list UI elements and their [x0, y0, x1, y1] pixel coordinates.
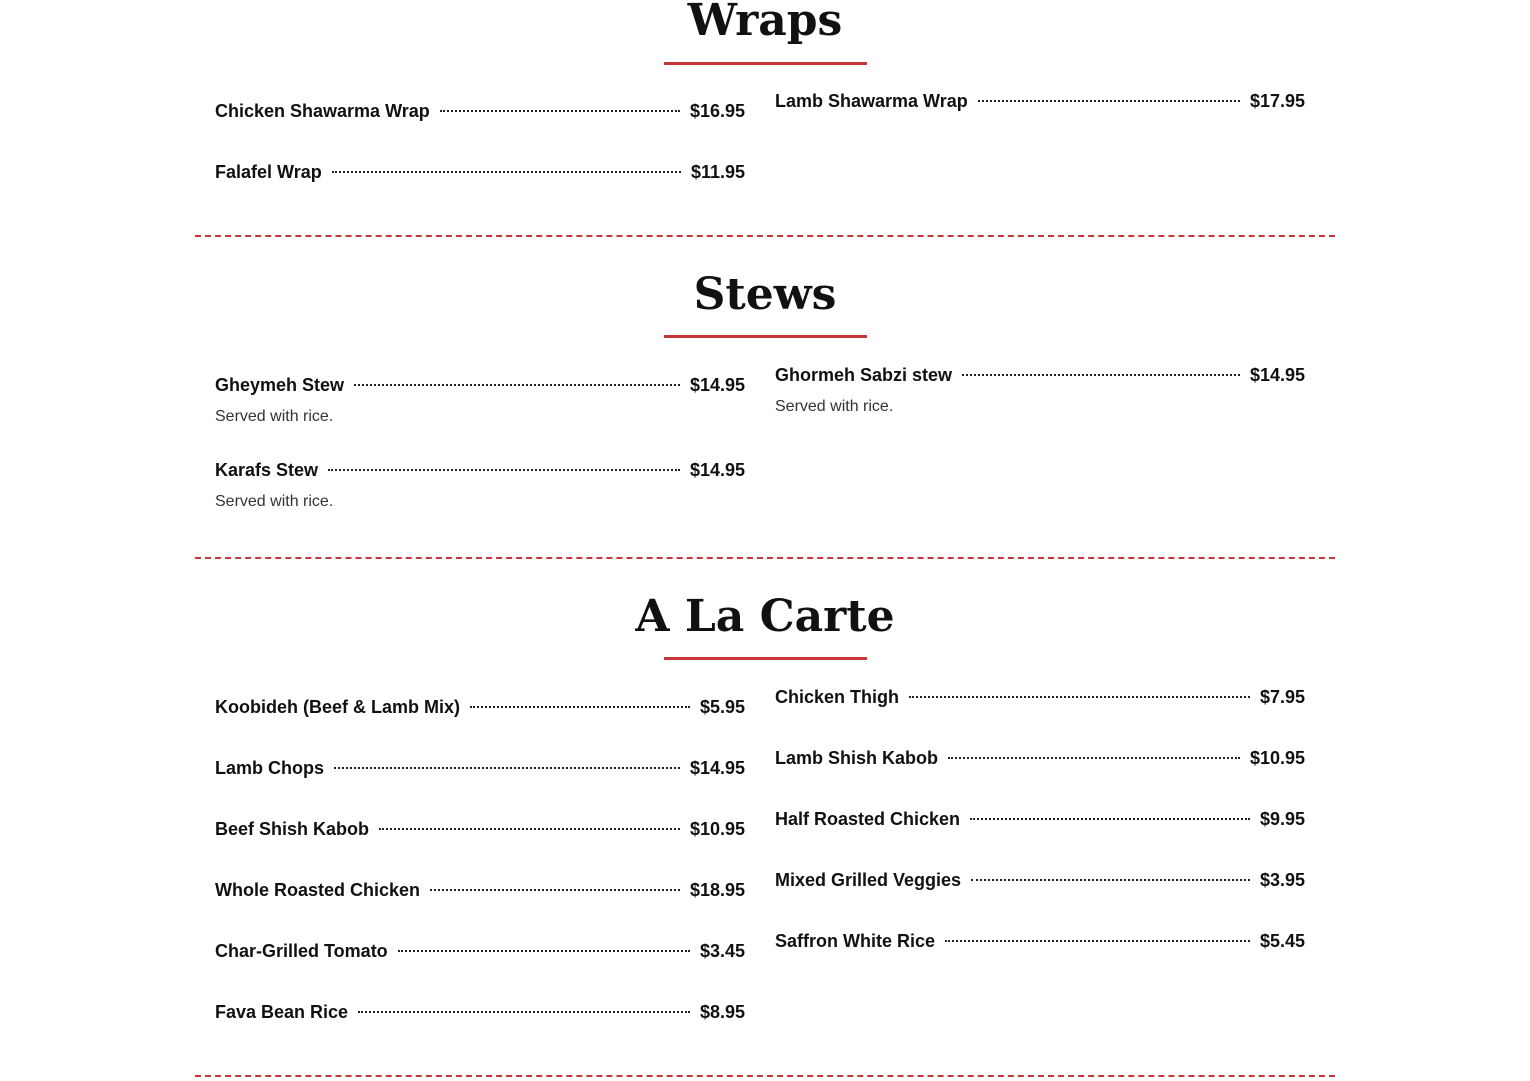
menu-item-description: Served with rice. [215, 493, 334, 510]
section-title-stews: Stews [693, 269, 837, 320]
menu-item-price: $17.95 [1249, 90, 1305, 111]
dotted-leader [379, 828, 680, 830]
menu-item-price: $14.95 [1249, 364, 1305, 385]
menu-item-price: $11.95 [690, 161, 745, 182]
menu-item-name: Half Roasted Chicken [775, 808, 961, 829]
dotted-leader [358, 1011, 690, 1013]
menu-item-name: Ghormeh Sabzi stew [775, 364, 953, 385]
dotted-leader [909, 696, 1250, 698]
section-divider [195, 557, 1335, 559]
menu-item [775, 868, 1305, 892]
menu-item-price: $8.95 [699, 1001, 745, 1022]
menu-item-name: Chicken Thigh [775, 686, 900, 707]
dotted-leader [440, 110, 680, 112]
menu-item-name: Gheymeh Stew [215, 374, 345, 395]
menu-item-name: Falafel Wrap [215, 161, 322, 182]
dotted-leader [328, 469, 680, 471]
menu-item [215, 160, 745, 184]
menu-item-name: Beef Shish Kabob [215, 818, 370, 839]
dotted-leader [971, 879, 1250, 881]
dotted-leader [354, 384, 680, 386]
section-title-a-la-carte: A La Carte [635, 591, 895, 642]
menu-item [215, 939, 745, 963]
menu-item [775, 929, 1305, 953]
menu-item-price: $3.95 [1259, 869, 1305, 890]
menu-item [215, 458, 745, 512]
menu-item-name: Lamb Shawarma Wrap [775, 90, 968, 111]
section-divider [195, 1075, 1335, 1077]
dotted-leader [430, 889, 680, 891]
menu-item-name: Char-Grilled Tomato [215, 940, 388, 961]
dotted-leader [398, 950, 690, 952]
menu-item-price: $10.95 [689, 818, 745, 839]
menu-item-description: Served with rice. [775, 398, 894, 415]
dotted-leader [470, 706, 690, 708]
menu-item-price: $5.95 [699, 696, 745, 717]
menu-item-name: Koobideh (Beef & Lamb Mix) [215, 696, 461, 717]
menu-item [215, 817, 745, 841]
menu-item-price: $5.45 [1259, 930, 1305, 951]
menu-item-price: $10.95 [1249, 747, 1305, 768]
dotted-leader [332, 171, 681, 173]
menu-item [775, 685, 1305, 709]
menu-item [215, 373, 745, 427]
menu-item-price: $3.45 [699, 940, 745, 961]
menu-item [775, 89, 1305, 113]
dotted-leader [945, 940, 1250, 942]
menu-item [215, 695, 745, 719]
dotted-leader [970, 818, 1250, 820]
menu-item-name: Mixed Grilled Veggies [775, 869, 962, 890]
menu-item [215, 756, 745, 780]
menu-item-price: $16.95 [689, 100, 745, 121]
menu-item [215, 1000, 745, 1024]
menu-item-name: Chicken Shawarma Wrap [215, 100, 430, 121]
dotted-leader [948, 757, 1240, 759]
dotted-leader [978, 100, 1240, 102]
section-title-wraps: Wraps [687, 0, 843, 46]
menu-item [215, 99, 745, 123]
menu-item-name: Lamb Chops [215, 757, 325, 778]
menu-item-name: Lamb Shish Kabob [775, 747, 939, 768]
menu-item-name: Saffron White Rice [775, 930, 936, 951]
menu-item-name: Fava Bean Rice [215, 1001, 349, 1022]
dotted-leader [334, 767, 680, 769]
dotted-leader [962, 374, 1240, 376]
menu-item-price: $7.95 [1259, 686, 1305, 707]
menu-item-price: $14.95 [689, 374, 745, 395]
menu-item-name: Karafs Stew [215, 459, 319, 480]
section-title-underline [664, 62, 867, 65]
menu-item [775, 807, 1305, 831]
menu-item-price: $18.95 [689, 879, 745, 900]
menu-item-description: Served with rice. [215, 408, 334, 425]
section-title-underline [664, 657, 867, 660]
section-title-underline [664, 335, 867, 338]
menu-item [775, 746, 1305, 770]
section-divider [195, 235, 1335, 237]
menu-item-price: $14.95 [689, 459, 745, 480]
menu-item [775, 363, 1305, 417]
menu-item-price: $14.95 [689, 757, 745, 778]
menu-item-name: Whole Roasted Chicken [215, 879, 421, 900]
menu-item-price: $9.95 [1259, 808, 1305, 829]
menu-item [215, 878, 745, 902]
